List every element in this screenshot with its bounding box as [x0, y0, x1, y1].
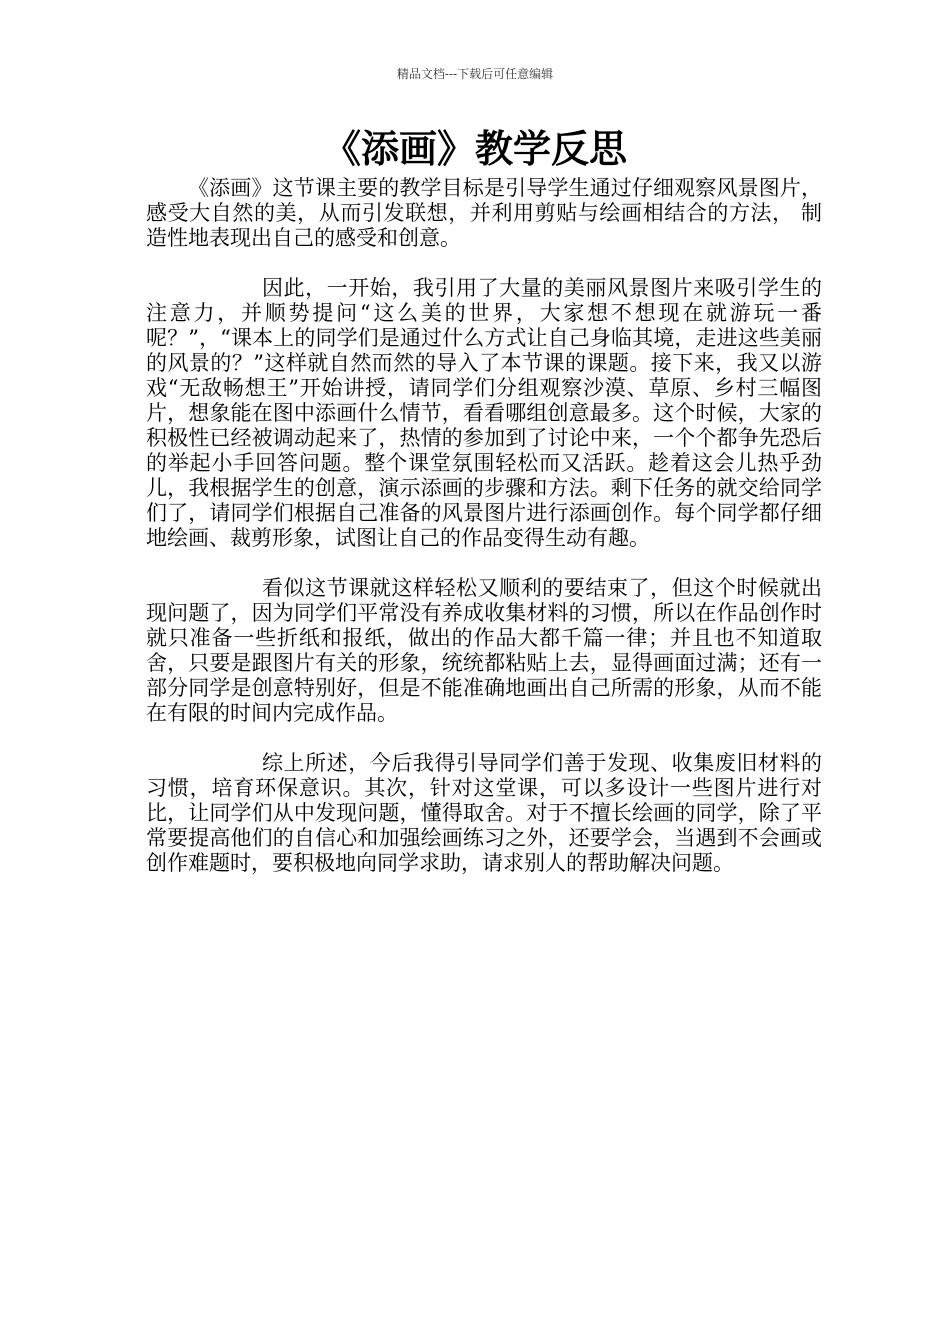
document-title: 《添画》教学反思: [322, 126, 627, 171]
paragraph-spacer: [146, 726, 822, 751]
paragraph-spacer: [146, 551, 822, 576]
paragraph-1: 《添画》这节课主要的教学目标是引导学生通过仔细观察风景图片，感受大自然的美，从而引发联想，并利用剪贴与绘画相结合的方法， 制造性地表现出自己的感受和创意。: [146, 176, 822, 250]
paragraph-2: 因此，一开始，我引用了大量的美丽风景图片来吸引学生的注意力，并顺势提问“这么美的世界，大家想不想现在就游玩一番呢？”，“课本上的同学们是通过什么方式让自己身临其境，走进这些美丽的风景的？”这样就自然而然的导入了本节课的课题。接下来，我又以游戏“无敌畅想王”开始讲授，请同学们分组观察沙漠、草原、乡村三幅图片，想象能在图中添画什么情节，看看哪组创意最多。这个时候，大家的积极性已经被调动起来了，热情的参加到了讨论中来，一个个都争先恐后的举起小手回答问题。整个课堂氛围轻松而又活跃。趁着这会儿热乎劲儿，我根据学生的创意，演示添画的步骤和方法。剩下任务的就交给同学们了，请同学们根据自己准备的风景图片进行添画创作。每个同学都仔细地绘画、裁剪形象，试图让自己的作品变得生动有趣。: [146, 276, 822, 550]
paragraph-spacer: [146, 251, 822, 276]
header-note: 精品文档---下载后可任意编辑: [396, 67, 554, 81]
paragraph-3: 看似这节课就这样轻松又顺利的要结束了，但这个时候就出现问题了，因为同学们平常没有养成收集材料的习惯，所以在作品创作时就只准备一些折纸和报纸，做出的作品大都千篇一律；并且也不知道取舍，只要是跟图片有关的形象，统统都粘贴上去，显得画面过满；还有一部分同学是创意特别好，但是不能准确地画出自己所需的形象，从而不能在有限的时间内完成作品。: [146, 576, 822, 725]
paragraph-4: 综上所述，今后我得引导同学们善于发现、收集废旧材料的习惯，培育环保意识。其次，针对这堂课，可以多设计一些图片进行对比，让同学们从中发现问题，懂得取舍。对于不擅长绘画的同学，除了平常要提高他们的自信心和加强绘画练习之外，还要学会，当遇到不会画或创作难题时，要积极地向同学求助，请求别人的帮助解决问题。: [146, 751, 822, 875]
document-body: [146, 176, 822, 876]
